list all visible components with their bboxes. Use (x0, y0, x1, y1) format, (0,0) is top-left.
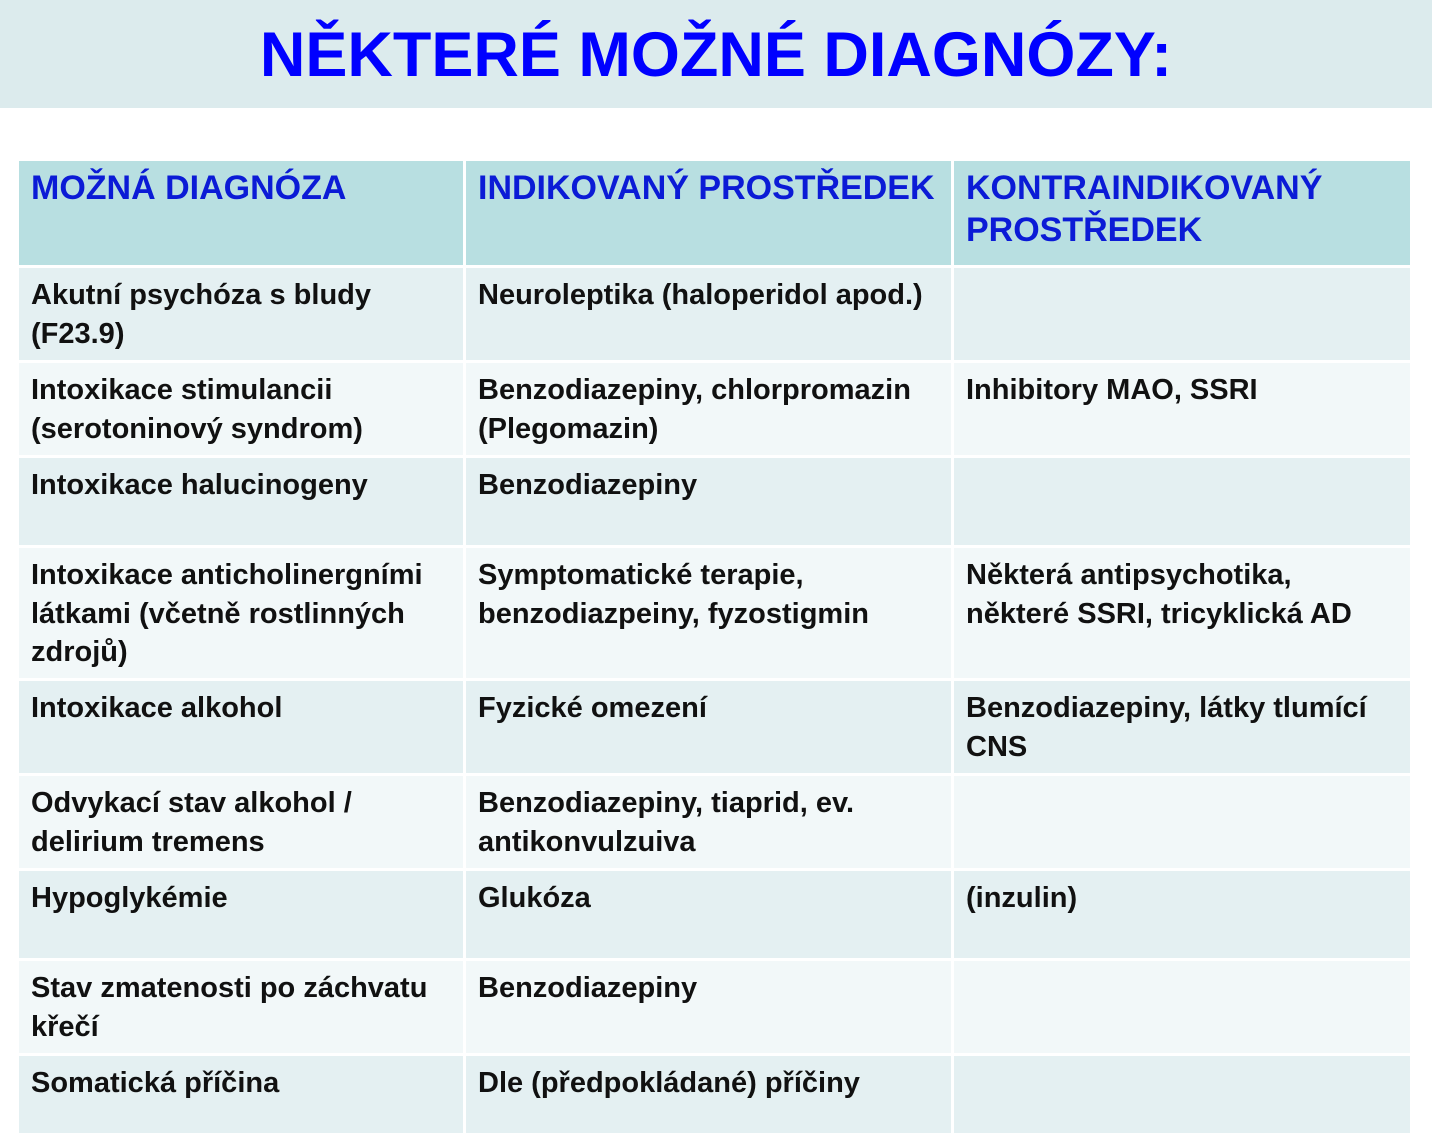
table-row (18, 267, 1412, 362)
table-row (18, 1055, 1412, 1135)
header-diagnosis: MOŽNÁ DIAGNÓZA (18, 160, 465, 267)
indicated-cell: Benzodiazepiny (465, 960, 953, 1055)
contraindicated-cell (953, 267, 1412, 362)
contraindicated-cell: Některá antipsychotika, některé SSRI, tricyklická AD (953, 547, 1412, 680)
indicated-cell: Symptomatické terapie, benzodiazpeiny, fyzostigmin (465, 547, 953, 680)
contraindicated-cell (953, 1055, 1412, 1135)
diagnosis-cell: Intoxikace stimulancii (serotoninový syndrom) (18, 362, 465, 457)
table-row (18, 457, 1412, 547)
indicated-cell: Benzodiazepiny, chlorpromazin (Plegomazin) (465, 362, 953, 457)
indicated-cell: Dle (předpokládané) příčiny (465, 1055, 953, 1135)
table-row (18, 362, 1412, 457)
contraindicated-cell (953, 775, 1412, 870)
header-contraindicated: KONTRAINDIKOVANÝ PROSTŘEDEK (953, 160, 1412, 267)
contraindicated-cell: Benzodiazepiny, látky tlumící CNS (953, 680, 1412, 775)
diagnosis-cell: Somatická příčina (18, 1055, 465, 1135)
header-indicated: INDIKOVANÝ PROSTŘEDEK (465, 160, 953, 267)
indicated-cell: Benzodiazepiny (465, 457, 953, 547)
contraindicated-cell: (inzulin) (953, 870, 1412, 960)
table-row (18, 547, 1412, 680)
diagnosis-cell: Intoxikace alkohol (18, 680, 465, 775)
diagnosis-cell: Stav zmatenosti po záchvatu křečí (18, 960, 465, 1055)
contraindicated-cell (953, 960, 1412, 1055)
table-row (18, 870, 1412, 960)
contraindicated-cell (953, 457, 1412, 547)
table-header-row (18, 160, 1412, 267)
diagnosis-cell: Akutní psychóza s bludy (F23.9) (18, 267, 465, 362)
indicated-cell: Glukóza (465, 870, 953, 960)
diagnosis-table (16, 158, 1413, 1136)
indicated-cell: Benzodiazepiny, tiaprid, ev. antikonvulzuiva (465, 775, 953, 870)
table-row (18, 960, 1412, 1055)
table-row (18, 680, 1412, 775)
diagnosis-cell: Odvykací stav alkohol / delirium tremens (18, 775, 465, 870)
page-title: NĚKTERÉ MOŽNÉ DIAGNÓZY: (259, 20, 1173, 90)
diagnosis-cell: Intoxikace anticholinergními látkami (včetně rostlinných zdrojů) (18, 547, 465, 680)
diagnosis-cell: Hypoglykémie (18, 870, 465, 960)
indicated-cell: Neuroleptika (haloperidol apod.) (465, 267, 953, 362)
table-row (18, 775, 1412, 870)
indicated-cell: Fyzické omezení (465, 680, 953, 775)
diagnosis-cell: Intoxikace halucinogeny (18, 457, 465, 547)
contraindicated-cell: Inhibitory MAO, SSRI (953, 362, 1412, 457)
